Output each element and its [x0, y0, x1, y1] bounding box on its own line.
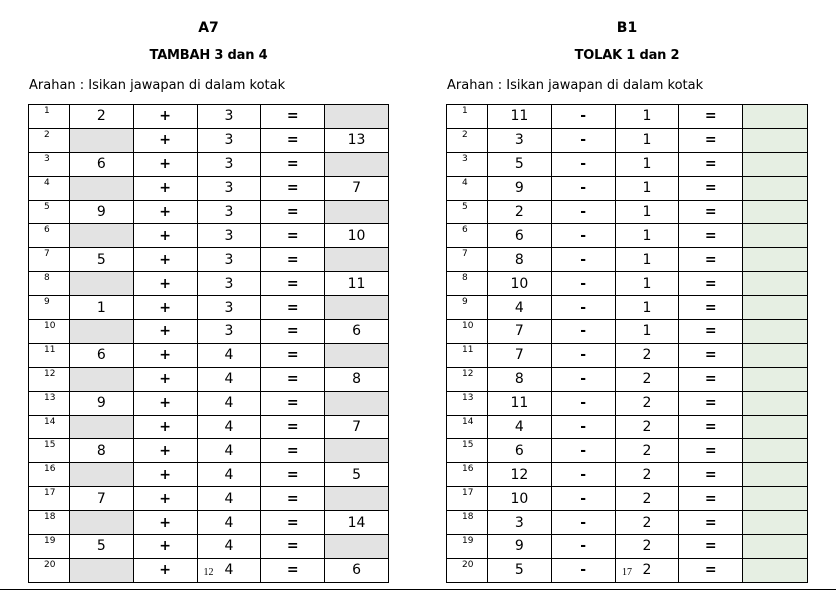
- second-operand: 3: [197, 296, 261, 320]
- result-box: 13: [325, 128, 389, 152]
- exercise-row: [29, 296, 389, 320]
- second-operand: 2: [615, 463, 679, 487]
- operator-sign: +: [133, 320, 197, 344]
- second-operand: 3: [197, 224, 261, 248]
- exercise-row: [29, 463, 389, 487]
- second-operand: 4: [197, 343, 261, 367]
- result-box: 8: [325, 367, 389, 391]
- operator-sign: -: [551, 224, 615, 248]
- page-number: 17: [622, 567, 632, 578]
- answer-box[interactable]: [743, 487, 808, 511]
- exercise-table: [446, 104, 808, 583]
- exercise-row: [447, 511, 808, 535]
- first-operand: 6: [487, 224, 551, 248]
- answer-box[interactable]: [743, 511, 808, 535]
- question-number: 18: [29, 511, 70, 535]
- first-operand: 9: [69, 200, 133, 224]
- first-operand: 6: [487, 439, 551, 463]
- second-operand: 3: [197, 200, 261, 224]
- exercise-row: [447, 224, 808, 248]
- question-number: 14: [29, 415, 70, 439]
- answer-box[interactable]: [325, 535, 389, 559]
- exercise-row: [447, 248, 808, 272]
- operator-sign: +: [133, 439, 197, 463]
- result-box: 6: [325, 558, 389, 582]
- first-operand: 7: [69, 487, 133, 511]
- worksheet-subtitle: TAMBAH 3 dan 4: [149, 48, 268, 63]
- exercise-row: [447, 463, 808, 487]
- worksheet-code: B1: [616, 20, 638, 36]
- exercise-row: [29, 535, 389, 559]
- operator-sign: -: [551, 320, 615, 344]
- question-number: 13: [447, 391, 488, 415]
- exercise-row: [29, 320, 389, 344]
- exercise-row: [29, 272, 389, 296]
- answer-box[interactable]: [69, 272, 133, 296]
- question-number: 9: [29, 296, 70, 320]
- operator-sign: -: [551, 367, 615, 391]
- question-number: 20: [447, 558, 488, 582]
- second-operand: 4: [197, 391, 261, 415]
- operator-sign: -: [551, 391, 615, 415]
- exercise-row: [447, 272, 808, 296]
- exercise-row: [29, 105, 389, 129]
- exercise-row: [447, 176, 808, 200]
- question-number: 20: [29, 558, 70, 582]
- operator-sign: -: [551, 248, 615, 272]
- first-operand: 7: [487, 343, 551, 367]
- second-operand: 2: [615, 487, 679, 511]
- equals-sign: =: [679, 105, 743, 129]
- question-number: 5: [447, 200, 488, 224]
- exercise-row: [447, 320, 808, 344]
- operator-sign: +: [133, 463, 197, 487]
- exercise-row: [447, 343, 808, 367]
- page-divider: [0, 589, 836, 590]
- equals-sign: =: [679, 272, 743, 296]
- exercise-row: [29, 391, 389, 415]
- first-operand: 8: [69, 439, 133, 463]
- first-operand: 10: [487, 272, 551, 296]
- second-operand: 4: [197, 535, 261, 559]
- operator-sign: -: [551, 152, 615, 176]
- exercise-row: [447, 391, 808, 415]
- second-operand: 3: [197, 105, 261, 129]
- second-operand: 2: [615, 558, 679, 582]
- first-operand: 12: [487, 463, 551, 487]
- question-number: 10: [29, 320, 70, 344]
- equals-sign: =: [679, 391, 743, 415]
- equals-sign: =: [679, 296, 743, 320]
- operator-sign: -: [551, 535, 615, 559]
- second-operand: 4: [197, 558, 261, 582]
- second-operand: 4: [197, 511, 261, 535]
- equals-sign: =: [261, 535, 325, 559]
- equals-sign: =: [261, 296, 325, 320]
- equals-sign: =: [679, 367, 743, 391]
- equals-sign: =: [679, 511, 743, 535]
- operator-sign: -: [551, 272, 615, 296]
- first-operand: 3: [487, 511, 551, 535]
- operator-sign: -: [551, 463, 615, 487]
- question-number: 8: [447, 272, 488, 296]
- second-operand: 1: [615, 272, 679, 296]
- equals-sign: =: [261, 200, 325, 224]
- second-operand: 1: [615, 200, 679, 224]
- answer-box[interactable]: [325, 200, 389, 224]
- exercise-row: [29, 367, 389, 391]
- operator-sign: +: [133, 343, 197, 367]
- operator-sign: -: [551, 176, 615, 200]
- first-operand: 5: [69, 248, 133, 272]
- answer-box[interactable]: [325, 296, 389, 320]
- answer-box[interactable]: [743, 367, 808, 391]
- exercise-row: [29, 415, 389, 439]
- exercise-row: [29, 224, 389, 248]
- question-number: 17: [447, 487, 488, 511]
- second-operand: 1: [615, 320, 679, 344]
- equals-sign: =: [679, 200, 743, 224]
- result-box: 11: [325, 272, 389, 296]
- equals-sign: =: [679, 463, 743, 487]
- page-number: 12: [203, 567, 214, 578]
- second-operand: 1: [615, 152, 679, 176]
- worksheet-instruction: Arahan : Isikan jawapan di dalam kotak: [447, 78, 704, 93]
- question-number: 18: [447, 511, 488, 535]
- operator-sign: +: [133, 367, 197, 391]
- question-number: 4: [29, 176, 70, 200]
- equals-sign: =: [261, 439, 325, 463]
- exercise-row: [29, 439, 389, 463]
- exercise-row: [447, 439, 808, 463]
- operator-sign: +: [133, 272, 197, 296]
- equals-sign: =: [261, 463, 325, 487]
- second-operand: 4: [197, 439, 261, 463]
- question-number: 12: [447, 367, 488, 391]
- second-operand: 3: [197, 176, 261, 200]
- question-number: 6: [447, 224, 488, 248]
- equals-sign: =: [679, 224, 743, 248]
- answer-box[interactable]: [69, 320, 133, 344]
- first-operand: 2: [69, 105, 133, 129]
- answer-box[interactable]: [743, 176, 808, 200]
- operator-sign: +: [133, 105, 197, 129]
- equals-sign: =: [261, 415, 325, 439]
- operator-sign: +: [133, 558, 197, 582]
- first-operand: 5: [487, 152, 551, 176]
- question-number: 17: [29, 487, 70, 511]
- equals-sign: =: [261, 152, 325, 176]
- equals-sign: =: [261, 487, 325, 511]
- exercise-row: [29, 487, 389, 511]
- operator-sign: -: [551, 200, 615, 224]
- equals-sign: =: [261, 511, 325, 535]
- answer-box[interactable]: [743, 439, 808, 463]
- equals-sign: =: [679, 487, 743, 511]
- answer-box[interactable]: [325, 391, 389, 415]
- question-number: 11: [29, 343, 70, 367]
- answer-box[interactable]: [325, 439, 389, 463]
- operator-sign: -: [551, 511, 615, 535]
- answer-box[interactable]: [69, 415, 133, 439]
- answer-box[interactable]: [69, 224, 133, 248]
- equals-sign: =: [679, 343, 743, 367]
- equals-sign: =: [679, 128, 743, 152]
- second-operand: 4: [197, 463, 261, 487]
- question-number: 1: [29, 105, 70, 129]
- worksheet-subtitle: TOLAK 1 dan 2: [574, 48, 680, 63]
- operator-sign: +: [133, 487, 197, 511]
- equals-sign: =: [261, 224, 325, 248]
- answer-box[interactable]: [743, 200, 808, 224]
- operator-sign: -: [551, 296, 615, 320]
- answer-box[interactable]: [743, 535, 808, 559]
- result-box: 14: [325, 511, 389, 535]
- first-operand: 4: [487, 296, 551, 320]
- question-number: 10: [447, 320, 488, 344]
- answer-box[interactable]: [743, 272, 808, 296]
- answer-box[interactable]: [743, 391, 808, 415]
- equals-sign: =: [679, 176, 743, 200]
- question-number: 14: [447, 415, 488, 439]
- first-operand: 8: [487, 248, 551, 272]
- operator-sign: -: [551, 439, 615, 463]
- operator-sign: +: [133, 200, 197, 224]
- first-operand: 6: [69, 343, 133, 367]
- question-number: 7: [447, 248, 488, 272]
- answer-box[interactable]: [743, 343, 808, 367]
- equals-sign: =: [679, 152, 743, 176]
- first-operand: 6: [69, 152, 133, 176]
- equals-sign: =: [261, 248, 325, 272]
- question-number: 6: [29, 224, 70, 248]
- exercise-row: [29, 176, 389, 200]
- second-operand: 1: [615, 128, 679, 152]
- answer-box[interactable]: [743, 224, 808, 248]
- question-number: 2: [447, 128, 488, 152]
- operator-sign: -: [551, 558, 615, 582]
- exercise-row: [29, 511, 389, 535]
- first-operand: 4: [487, 415, 551, 439]
- operator-sign: +: [133, 391, 197, 415]
- second-operand: 1: [615, 248, 679, 272]
- result-box: 7: [325, 415, 389, 439]
- question-number: 15: [447, 439, 488, 463]
- exercise-row: [447, 367, 808, 391]
- worksheet-instruction: Arahan : Isikan jawapan di dalam kotak: [29, 78, 286, 93]
- answer-box[interactable]: [743, 128, 808, 152]
- question-number: 15: [29, 439, 70, 463]
- answer-box[interactable]: [743, 296, 808, 320]
- first-operand: 7: [487, 320, 551, 344]
- first-operand: 8: [487, 367, 551, 391]
- first-operand: 1: [69, 296, 133, 320]
- operator-sign: +: [133, 415, 197, 439]
- exercise-row: [29, 200, 389, 224]
- equals-sign: =: [261, 128, 325, 152]
- exercise-row: [29, 128, 389, 152]
- operator-sign: -: [551, 105, 615, 129]
- second-operand: 2: [615, 439, 679, 463]
- second-operand: 4: [197, 367, 261, 391]
- answer-box[interactable]: [743, 152, 808, 176]
- exercise-row: [447, 152, 808, 176]
- result-box: 10: [325, 224, 389, 248]
- question-number: 4: [447, 176, 488, 200]
- second-operand: 2: [615, 535, 679, 559]
- answer-box[interactable]: [743, 320, 808, 344]
- answer-box[interactable]: [69, 176, 133, 200]
- result-box: 6: [325, 320, 389, 344]
- first-operand: 10: [487, 487, 551, 511]
- question-number: 13: [29, 391, 70, 415]
- answer-box[interactable]: [743, 463, 808, 487]
- answer-box[interactable]: [325, 105, 389, 129]
- result-box: 7: [325, 176, 389, 200]
- operator-sign: +: [133, 224, 197, 248]
- first-operand: 9: [487, 176, 551, 200]
- operator-sign: -: [551, 128, 615, 152]
- second-operand: 2: [615, 415, 679, 439]
- exercise-row: [447, 200, 808, 224]
- equals-sign: =: [679, 320, 743, 344]
- result-box: 5: [325, 463, 389, 487]
- second-operand: 3: [197, 152, 261, 176]
- second-operand: 4: [197, 487, 261, 511]
- answer-box[interactable]: [69, 367, 133, 391]
- equals-sign: =: [261, 367, 325, 391]
- question-number: 12: [29, 367, 70, 391]
- first-operand: 5: [487, 558, 551, 582]
- answer-box[interactable]: [743, 105, 808, 129]
- second-operand: 1: [615, 296, 679, 320]
- operator-sign: -: [551, 415, 615, 439]
- equals-sign: =: [261, 391, 325, 415]
- answer-box[interactable]: [743, 248, 808, 272]
- first-operand: 3: [487, 128, 551, 152]
- exercise-row: [447, 105, 808, 129]
- operator-sign: -: [551, 487, 615, 511]
- equals-sign: =: [261, 320, 325, 344]
- second-operand: 3: [197, 128, 261, 152]
- question-number: 5: [29, 200, 70, 224]
- second-operand: 2: [615, 391, 679, 415]
- second-operand: 1: [615, 105, 679, 129]
- answer-box[interactable]: [325, 343, 389, 367]
- exercise-row: [29, 152, 389, 176]
- question-number: 11: [447, 343, 488, 367]
- question-number: 19: [29, 535, 70, 559]
- question-number: 2: [29, 128, 70, 152]
- answer-box[interactable]: [325, 152, 389, 176]
- second-operand: 3: [197, 320, 261, 344]
- equals-sign: =: [679, 248, 743, 272]
- question-number: 16: [447, 463, 488, 487]
- equals-sign: =: [261, 272, 325, 296]
- question-number: 9: [447, 296, 488, 320]
- second-operand: 3: [197, 248, 261, 272]
- second-operand: 2: [615, 343, 679, 367]
- exercise-row: [29, 248, 389, 272]
- second-operand: 2: [615, 511, 679, 535]
- operator-sign: +: [133, 511, 197, 535]
- operator-sign: +: [133, 128, 197, 152]
- first-operand: 2: [487, 200, 551, 224]
- answer-box[interactable]: [69, 463, 133, 487]
- operator-sign: +: [133, 535, 197, 559]
- operator-sign: +: [133, 176, 197, 200]
- equals-sign: =: [261, 343, 325, 367]
- answer-box[interactable]: [743, 415, 808, 439]
- exercise-row: [447, 535, 808, 559]
- first-operand: 5: [69, 535, 133, 559]
- question-number: 8: [29, 272, 70, 296]
- question-number: 16: [29, 463, 70, 487]
- question-number: 19: [447, 535, 488, 559]
- equals-sign: =: [679, 558, 743, 582]
- equals-sign: =: [679, 535, 743, 559]
- worksheet-code: A7: [198, 20, 219, 36]
- first-operand: 11: [487, 105, 551, 129]
- operator-sign: +: [133, 296, 197, 320]
- answer-box[interactable]: [69, 511, 133, 535]
- second-operand: 4: [197, 415, 261, 439]
- equals-sign: =: [261, 558, 325, 582]
- operator-sign: -: [551, 343, 615, 367]
- question-number: 3: [447, 152, 488, 176]
- exercise-row: [447, 128, 808, 152]
- equals-sign: =: [679, 439, 743, 463]
- first-operand: 11: [487, 391, 551, 415]
- answer-box[interactable]: [325, 248, 389, 272]
- equals-sign: =: [261, 105, 325, 129]
- second-operand: 1: [615, 176, 679, 200]
- answer-box[interactable]: [69, 128, 133, 152]
- second-operand: 1: [615, 224, 679, 248]
- exercise-row: [447, 415, 808, 439]
- equals-sign: =: [261, 176, 325, 200]
- question-number: 3: [29, 152, 70, 176]
- exercise-table: [28, 104, 389, 583]
- operator-sign: +: [133, 152, 197, 176]
- equals-sign: =: [679, 415, 743, 439]
- question-number: 1: [447, 105, 488, 129]
- question-number: 7: [29, 248, 70, 272]
- answer-box[interactable]: [325, 487, 389, 511]
- exercise-row: [447, 487, 808, 511]
- first-operand: 9: [69, 391, 133, 415]
- exercise-row: [447, 296, 808, 320]
- first-operand: 9: [487, 535, 551, 559]
- second-operand: 2: [615, 367, 679, 391]
- operator-sign: +: [133, 248, 197, 272]
- exercise-row: [29, 343, 389, 367]
- second-operand: 3: [197, 272, 261, 296]
